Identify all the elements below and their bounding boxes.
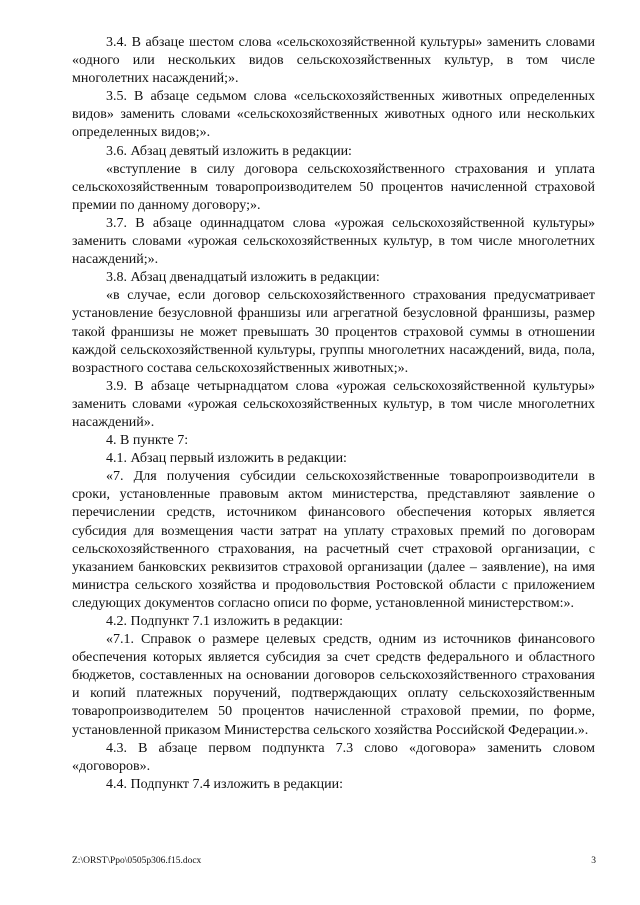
paragraph-3-8: 3.8. Абзац двенадцатый изложить в редакции: [106, 270, 380, 286]
paragraph-3-6: 3.6. Абзац девятый изложить в редакции: [106, 143, 352, 159]
paragraph-4-2-quote: «7.1. Справок о размере целевых средств, одним из источников финансового обеспечения которых является субсидия за счет средств федерального и областного бюджетов, составленных на основании договоров сельскохозяйственного страхования и копий платежных поручений, подтверждающих оплату сельскохозяйственным товаропроизводителем 50 процентов начисленной страховой премии, по форме, установленной приказом Министерства сельского хозяйства Российской Федерации.». [72, 632, 595, 738]
paragraph-3-6-quote: «вступление в силу договора сельскохозяйственного страхования и уплата сельскохозяйственным товаропроизводителем 50 процентов начисленной страховой премии по данному договору;». [72, 161, 595, 213]
paragraph-3-8-quote: «в случае, если договор сельскохозяйственного страхования предусматривает установление безусловной франшизы или агрегатной безусловной франшизы, размер такой франшизы не может превышать 30 процентов страховой суммы в отношении каждой сельскохозяйственной культуры, группы многолетних насаждений, вида, пола, возрастного состава сельскохозяйственных животных;». [72, 288, 595, 376]
paragraph-4-3: 4.3. В абзаце первом подпункта 7.3 слово «договора» заменить словом «договоров». [72, 740, 595, 774]
paragraph-4-1-quote: «7. Для получения субсидии сельскохозяйственные товаропроизводители в сроки, установленные правовым актом министерства, представляют заявление о перечислении средств, источником финансового обеспечения которых является субсидия для возмещения части затрат на уплату страховых премий по договорам сельскохозяйственного страхования, на расчетный счет страховой организации, с указанием банковских реквизитов страховой организации (далее – заявление), на имя министра сельского хозяйства и продовольствия Ростовской области с приложением следующих документов согласно описи по форме, установленной министерством:». [72, 469, 595, 611]
paragraph-4-1: 4.1. Абзац первый изложить в редакции: [106, 451, 347, 467]
document-body [72, 34, 595, 794]
paragraph-4-2: 4.2. Подпункт 7.1 изложить в редакции: [106, 614, 344, 629]
page-number: 3 [591, 856, 596, 866]
page-footer [72, 856, 596, 866]
paragraph-4: 4. В пункте 7: [106, 433, 189, 449]
paragraph-3-5: 3.5. В абзаце седьмом слова «сельскохозяйственных животных определенных видов» заменить словами «сельскохозяйственных животных одного или нескольких определенных видов;». [72, 89, 595, 141]
paragraph-3-4: 3.4. В абзаце шестом слова «сельскохозяйственной культуры» заменить словами «одного или нескольких видов сельскохозяйственных культур, в том числе многолетних насаждений;». [72, 35, 595, 87]
paragraph-4-4: 4.4. Подпункт 7.4 изложить в редакции: [106, 776, 344, 792]
footer-file-path: Z:\ORST\Ppo\0505p306.f15.docx [72, 856, 202, 866]
paragraph-3-7: 3.7. В абзаце одиннадцатом слова «урожая сельскохозяйственной культуры» заменить словами «урожая сельскохозяйственных культур, в том числе многолетних насаждений;». [72, 215, 595, 268]
paragraph-3-9: 3.9. В абзаце четырнадцатом слова «урожая сельскохозяйственной культуры» заменить словами «урожая сельскохозяйственных культур, в том числе многолетних насаждений». [72, 378, 595, 430]
